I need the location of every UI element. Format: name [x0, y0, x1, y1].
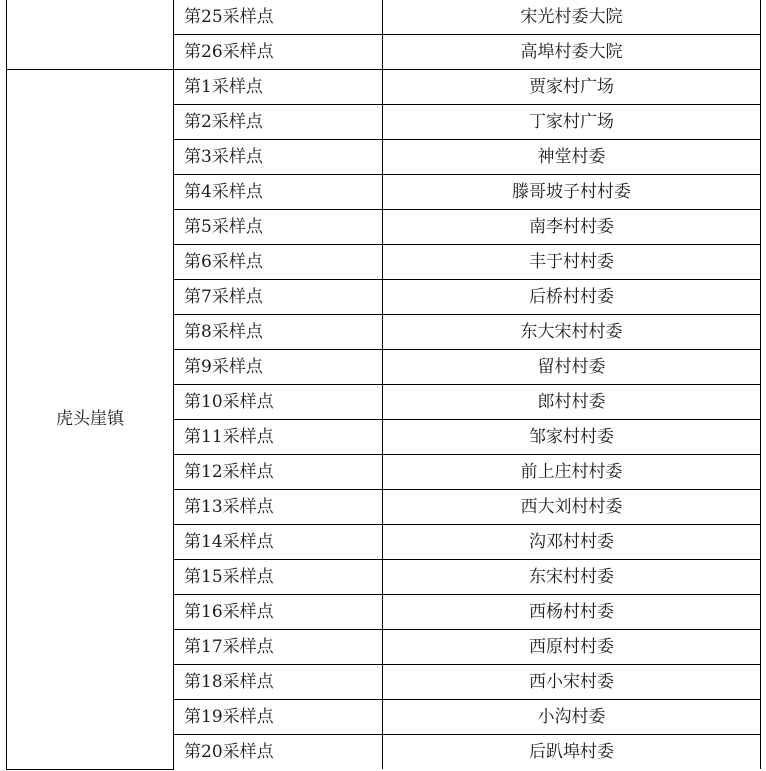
sampling-site-cell: 小沟村委	[383, 700, 761, 735]
sampling-point-cell: 第26采样点	[174, 35, 383, 70]
sampling-site-cell: 东大宋村村委	[383, 315, 761, 350]
sampling-point-cell: 第13采样点	[174, 490, 383, 525]
sampling-site-cell: 后桥村村委	[383, 280, 761, 315]
sampling-site-cell: 丁家村广场	[383, 105, 761, 140]
sampling-site-cell: 东宋村村委	[383, 560, 761, 595]
sampling-site-cell: 沟邓村村委	[383, 525, 761, 560]
sampling-site-cell: 滕哥坡子村村委	[383, 175, 761, 210]
table-body	[7, 0, 761, 769]
sampling-site-cell: 宋光村委大院	[383, 0, 761, 35]
sampling-point-cell: 第19采样点	[174, 700, 383, 735]
sampling-point-cell: 第11采样点	[174, 420, 383, 455]
sampling-point-cell: 第12采样点	[174, 455, 383, 490]
table-row	[7, 70, 761, 105]
sampling-site-cell: 南李村村委	[383, 210, 761, 245]
sampling-site-cell: 留村村委	[383, 350, 761, 385]
sampling-point-cell: 第2采样点	[174, 105, 383, 140]
sampling-point-cell: 第9采样点	[174, 350, 383, 385]
sampling-site-cell: 丰于村村委	[383, 245, 761, 280]
sampling-point-cell: 第18采样点	[174, 665, 383, 700]
sampling-site-cell: 前上庄村村委	[383, 455, 761, 490]
sampling-point-cell: 第5采样点	[174, 210, 383, 245]
sampling-point-cell: 第16采样点	[174, 595, 383, 630]
sampling-site-cell: 贾家村广场	[383, 70, 761, 105]
sampling-site-cell: 神堂村委	[383, 140, 761, 175]
sampling-site-cell: 后趴埠村委	[383, 735, 761, 770]
sampling-point-cell: 第8采样点	[174, 315, 383, 350]
sampling-site-cell: 西杨村村委	[383, 595, 761, 630]
table-row	[7, 0, 761, 35]
sampling-point-cell: 第1采样点	[174, 70, 383, 105]
sampling-point-cell: 第6采样点	[174, 245, 383, 280]
sampling-point-cell: 第10采样点	[174, 385, 383, 420]
sampling-site-cell: 郎村村委	[383, 385, 761, 420]
sampling-site-cell: 高埠村委大院	[383, 35, 761, 70]
town-cell: 虎头崖镇	[7, 70, 174, 770]
town-cell	[7, 0, 174, 70]
sampling-point-cell: 第20采样点	[174, 735, 383, 770]
sampling-site-cell: 邹家村村委	[383, 420, 761, 455]
sampling-point-cell: 第14采样点	[174, 525, 383, 560]
sampling-point-cell: 第25采样点	[174, 0, 383, 35]
sampling-site-cell: 西小宋村委	[383, 665, 761, 700]
sampling-points-table	[6, 0, 761, 770]
sampling-point-cell: 第4采样点	[174, 175, 383, 210]
sampling-site-cell: 西大刘村村委	[383, 490, 761, 525]
sampling-point-cell: 第7采样点	[174, 280, 383, 315]
sampling-point-cell: 第15采样点	[174, 560, 383, 595]
sampling-point-cell: 第3采样点	[174, 140, 383, 175]
sampling-site-cell: 西原村村委	[383, 630, 761, 665]
sampling-point-cell: 第17采样点	[174, 630, 383, 665]
